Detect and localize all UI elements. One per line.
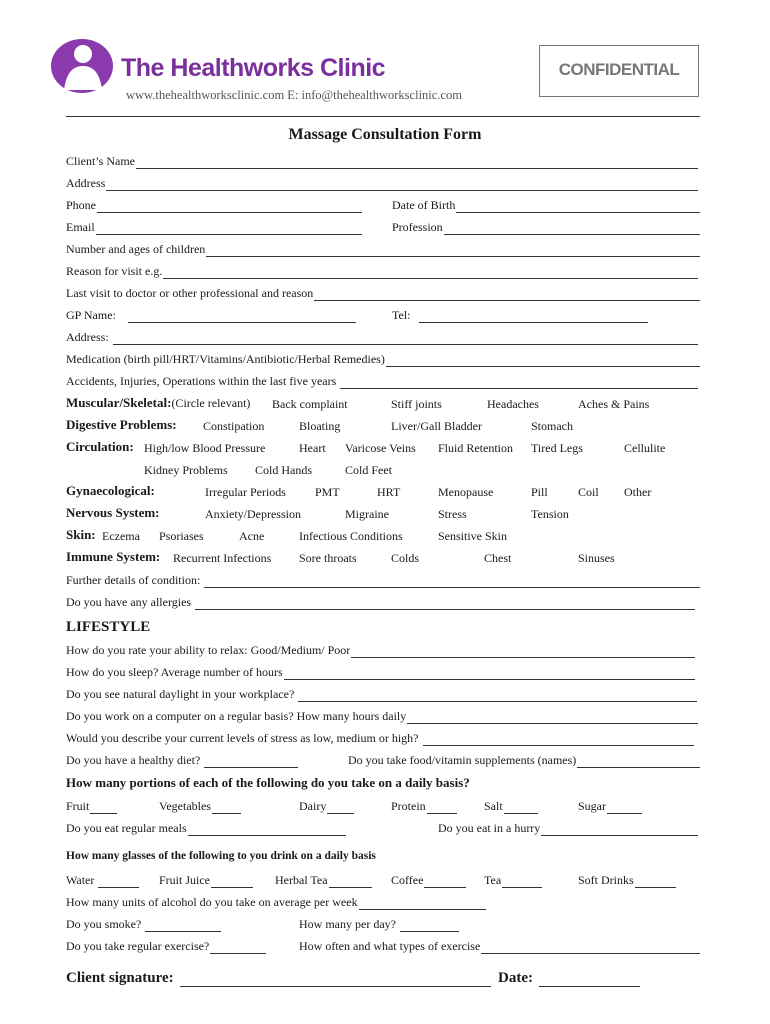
field-label: How many per day? <box>299 917 396 931</box>
option-psoriases[interactable]: Psoriases <box>159 529 204 543</box>
answer-line <box>98 875 139 888</box>
field-label: How do you rate your ability to relax: Good/Medium/ Poor <box>66 643 351 657</box>
field-label: Would you describe your current levels of stress as low, medium or high? <box>66 731 419 745</box>
profession-field[interactable] <box>392 220 700 235</box>
answer-line <box>128 310 356 323</box>
allergies-field[interactable] <box>66 595 695 610</box>
answer-line <box>136 156 698 169</box>
field-label: Water <box>66 873 95 887</box>
regular-meals-field[interactable] <box>66 821 346 836</box>
drinks-row <box>66 873 700 891</box>
option-sinuses[interactable]: Sinuses <box>578 551 615 565</box>
field-label: Accidents, Injuries, Operations within the last five years <box>66 374 337 388</box>
smoke-row <box>66 917 700 935</box>
answer-line <box>327 801 354 814</box>
option-pill[interactable]: Pill <box>531 485 548 499</box>
option-kidney-problems[interactable]: Kidney Problems <box>144 463 228 477</box>
field-label: Sugar <box>578 799 606 813</box>
stress-field[interactable] <box>66 731 694 746</box>
portion-dairy[interactable] <box>299 799 354 814</box>
field-label: How often and what types of exercise <box>299 939 481 953</box>
option-colds[interactable]: Colds <box>391 551 420 565</box>
muscular-row <box>66 397 700 415</box>
field-label: Salt <box>484 799 503 813</box>
drink-tea[interactable] <box>484 873 542 888</box>
option-tired-legs[interactable]: Tired Legs <box>531 441 583 455</box>
option-liver-gall-bladder[interactable]: Liver/Gall Bladder <box>391 419 482 433</box>
client-name-field[interactable] <box>66 154 698 169</box>
answer-line <box>351 645 695 658</box>
answer-line <box>96 222 362 235</box>
option-cold-feet[interactable]: Cold Feet <box>345 463 392 477</box>
option-pmt[interactable]: PMT <box>315 485 340 499</box>
option-acne[interactable]: Acne <box>239 529 265 543</box>
meals-row <box>66 821 700 839</box>
medication-row <box>66 352 700 370</box>
answer-line <box>204 575 700 588</box>
answer-line <box>419 310 649 323</box>
category-label-text: Muscular/Skeletal: <box>66 395 172 410</box>
field-label: Medication (birth pill/HRT/Vitamins/Antibiotic/Herbal Remedies) <box>66 352 385 366</box>
children-row <box>66 242 700 260</box>
option-fluid-retention[interactable]: Fluid Retention <box>438 441 513 455</box>
option-coil[interactable]: Coil <box>578 485 599 499</box>
field-label: Do you have a healthy diet? <box>66 753 201 767</box>
diet-row <box>66 753 700 771</box>
field-label: Number and ages of children <box>66 242 206 256</box>
field-label: Do you smoke? <box>66 917 142 931</box>
field-label: Reason for visit e.g. <box>66 264 163 278</box>
option-constipation[interactable]: Constipation <box>203 419 265 433</box>
option-menopause[interactable]: Menopause <box>438 485 494 499</box>
answer-line <box>386 354 700 367</box>
digestive-label: Digestive Problems: <box>66 417 177 432</box>
option-sensitive-skin[interactable]: Sensitive Skin <box>438 529 508 543</box>
stress-row <box>66 731 700 749</box>
form-title: Massage Consultation Form <box>288 126 482 143</box>
answer-line <box>400 919 459 932</box>
muscular-label <box>66 395 250 411</box>
circle-note: (Circle relevant) <box>171 396 251 410</box>
eat-hurry-field[interactable] <box>438 821 698 836</box>
confidential-stamp <box>539 45 699 97</box>
further-details-field[interactable] <box>66 573 700 588</box>
option-back-complaint[interactable]: Back complaint <box>272 397 348 411</box>
answer-line <box>407 711 698 724</box>
field-label: Fruit Juice <box>159 873 210 887</box>
answer-line <box>106 178 698 191</box>
answer-line <box>424 875 466 888</box>
computer-row <box>66 709 700 727</box>
portion-fruit[interactable] <box>66 799 117 814</box>
answer-line <box>423 733 694 746</box>
option-heart[interactable]: Heart <box>299 441 326 455</box>
option-migraine[interactable]: Migraine <box>345 507 389 521</box>
digestive-row <box>66 419 700 437</box>
field-label: Address <box>66 176 106 190</box>
drink-water[interactable] <box>66 873 139 888</box>
field-label: Do you take regular exercise? <box>66 939 210 953</box>
answer-line <box>298 689 697 702</box>
gynae-label: Gynaecological: <box>66 483 155 498</box>
accidents-row <box>66 374 700 392</box>
exercise-field[interactable] <box>66 939 266 954</box>
answer-line <box>481 941 700 954</box>
gp-tel-field[interactable] <box>392 308 648 323</box>
daylight-row <box>66 687 700 705</box>
field-label: Do you eat in a hurry <box>438 821 541 835</box>
answer-line <box>541 823 698 836</box>
immune-label: Immune System: <box>66 549 161 564</box>
gp-address-field[interactable] <box>66 330 698 345</box>
skin-row <box>66 529 700 547</box>
drinks-heading: How many glasses of the following to you drink on a daily basis <box>66 850 376 862</box>
address-row <box>66 176 700 194</box>
children-field[interactable] <box>66 242 700 257</box>
field-label: Vegetables <box>159 799 211 813</box>
portions-row <box>66 799 700 817</box>
field-label: Dairy <box>299 799 327 813</box>
field-label: Do you eat regular meals <box>66 821 187 835</box>
option-tension[interactable]: Tension <box>531 507 569 521</box>
field-label: Herbal Tea <box>275 873 328 887</box>
sleep-field[interactable] <box>66 665 695 680</box>
alcohol-field[interactable] <box>66 895 486 910</box>
answer-line <box>90 801 117 814</box>
answer-line <box>504 801 538 814</box>
drink-herbal-tea[interactable] <box>275 873 372 888</box>
answer-line <box>206 244 700 257</box>
answer-line <box>163 266 698 279</box>
option-chest[interactable]: Chest <box>484 551 512 565</box>
reason-field[interactable] <box>66 264 698 279</box>
answer-line <box>284 667 695 680</box>
field-label: How many units of alcohol do you take on average per week <box>66 895 358 909</box>
gynae-row <box>66 485 700 503</box>
circulation-label: Circulation: <box>66 439 134 454</box>
gp-name-field[interactable] <box>66 308 356 323</box>
last-visit-row <box>66 286 700 304</box>
answer-line <box>113 332 698 345</box>
answer-line <box>456 200 700 213</box>
smoke-field[interactable] <box>66 917 221 932</box>
option-cellulite[interactable]: Cellulite <box>624 441 666 455</box>
supplements-field[interactable] <box>348 753 700 768</box>
phone-field[interactable] <box>66 198 362 213</box>
option-aches-pains[interactable]: Aches & Pains <box>578 397 650 411</box>
field-label: Phone <box>66 198 96 212</box>
option-varicose-veins[interactable]: Varicose Veins <box>345 441 416 455</box>
portion-sugar[interactable] <box>578 799 642 814</box>
drink-fruit-juice[interactable] <box>159 873 253 888</box>
circulation-row-2 <box>66 463 700 481</box>
answer-line <box>195 597 695 610</box>
answer-line <box>444 222 700 235</box>
option-cold-hands[interactable]: Cold Hands <box>255 463 312 477</box>
option-hrt[interactable]: HRT <box>377 485 401 499</box>
option-eczema[interactable]: Eczema <box>102 529 140 543</box>
field-label: Address: <box>66 330 109 344</box>
allergies-row <box>66 595 700 613</box>
skin-label: Skin: <box>66 527 96 542</box>
field-label: Do you have any allergies <box>66 595 192 609</box>
client-signature-field[interactable]: Client signature: <box>66 970 491 987</box>
field-label: Email <box>66 220 95 234</box>
last-visit-field[interactable] <box>66 286 700 301</box>
option-bloating[interactable]: Bloating <box>299 419 341 433</box>
field-label: Do you work on a computer on a regular basis? How many hours daily <box>66 709 407 723</box>
clinic-contact: www.thehealthworksclinic.com E: info@thehealthworksclinic.com <box>126 88 462 102</box>
confidential-label: CONFIDENTIAL <box>558 60 680 79</box>
relax-row <box>66 643 700 661</box>
portion-vegetables[interactable] <box>159 799 241 814</box>
exercise-type-field[interactable] <box>299 939 700 954</box>
answer-line <box>212 801 241 814</box>
relax-field[interactable] <box>66 643 695 658</box>
field-label: Protein <box>391 799 426 813</box>
option-sore-throats[interactable]: Sore throats <box>299 551 357 565</box>
answer-line <box>97 200 362 213</box>
field-label: Further details of condition: <box>66 573 201 587</box>
answer-line <box>502 875 542 888</box>
option-stiff-joints[interactable]: Stiff joints <box>391 397 442 411</box>
phone-dob-row <box>66 198 700 216</box>
field-label: Soft Drinks <box>578 873 634 887</box>
field-label: Client’s Name <box>66 154 135 168</box>
answer-line <box>211 875 253 888</box>
lifestyle-heading: LIFESTYLE <box>66 619 151 635</box>
further-details-row <box>66 573 700 591</box>
field-label: Do you see natural daylight in your workplace? <box>66 687 295 701</box>
gp-address-row <box>66 330 700 348</box>
accidents-field[interactable] <box>66 374 698 389</box>
address-field[interactable] <box>66 176 698 191</box>
dob-field[interactable] <box>392 198 700 213</box>
option-stress[interactable]: Stress <box>438 507 467 521</box>
field-label: Do you take food/vitamin supplements (names) <box>348 753 577 767</box>
answer-line <box>427 801 457 814</box>
answer-line <box>210 941 266 954</box>
answer-line <box>607 801 642 814</box>
portions-heading: How many portions of each of the following do you take on a daily basis? <box>66 775 470 790</box>
field-label: How do you sleep? Average number of hours <box>66 665 283 679</box>
option-stomach[interactable]: Stomach <box>531 419 573 433</box>
answer-line <box>577 755 700 768</box>
answer-line <box>359 897 486 910</box>
circulation-row <box>66 441 700 459</box>
clinic-logo-icon <box>50 38 114 94</box>
option-headaches[interactable]: Headaches <box>487 397 539 411</box>
header-divider <box>66 116 700 117</box>
field-label: Tea <box>484 873 502 887</box>
answer-line <box>340 376 698 389</box>
answer-line <box>145 919 221 932</box>
reason-row <box>66 264 700 282</box>
sleep-row <box>66 665 700 683</box>
answer-line <box>188 823 346 836</box>
option-anxiety-depression[interactable]: Anxiety/Depression <box>205 507 301 521</box>
option-recurrent-infections[interactable]: Recurrent Infections <box>173 551 272 565</box>
email-field[interactable] <box>66 220 362 235</box>
option-other[interactable]: Other <box>624 485 652 499</box>
gp-row <box>66 308 700 326</box>
field-label: GP Name: <box>66 308 116 322</box>
medication-field[interactable] <box>66 352 700 367</box>
date-field[interactable]: Date: <box>498 970 640 987</box>
answer-line <box>204 755 298 768</box>
field-label: Coffee <box>391 873 424 887</box>
drink-coffee[interactable] <box>391 873 466 888</box>
client-name-row <box>66 154 700 172</box>
answer-line <box>314 288 700 301</box>
alcohol-row <box>66 895 700 913</box>
nervous-row <box>66 507 700 525</box>
diet-field[interactable] <box>66 753 298 768</box>
immune-row <box>66 551 700 569</box>
option-irregular-periods[interactable]: Irregular Periods <box>205 485 286 499</box>
email-profession-row <box>66 220 700 238</box>
drink-soft-drinks[interactable] <box>578 873 676 888</box>
field-label: Tel: <box>392 308 411 322</box>
portion-salt[interactable] <box>484 799 538 814</box>
daylight-field[interactable] <box>66 687 697 702</box>
field-label: Last visit to doctor or other professional and reason <box>66 286 314 300</box>
computer-field[interactable] <box>66 709 698 724</box>
field-label: Fruit <box>66 799 90 813</box>
per-day-field[interactable] <box>299 917 459 932</box>
nervous-label: Nervous System: <box>66 505 160 520</box>
field-label: Profession <box>392 220 443 234</box>
answer-line <box>329 875 372 888</box>
option-blood-pressure[interactable]: High/low Blood Pressure <box>144 441 266 455</box>
portion-protein[interactable] <box>391 799 457 814</box>
clinic-name: The Healthworks Clinic <box>121 54 386 82</box>
answer-line <box>635 875 676 888</box>
field-label: Date of Birth <box>392 198 456 212</box>
exercise-row <box>66 939 700 957</box>
option-infectious-conditions[interactable]: Infectious Conditions <box>299 529 403 543</box>
